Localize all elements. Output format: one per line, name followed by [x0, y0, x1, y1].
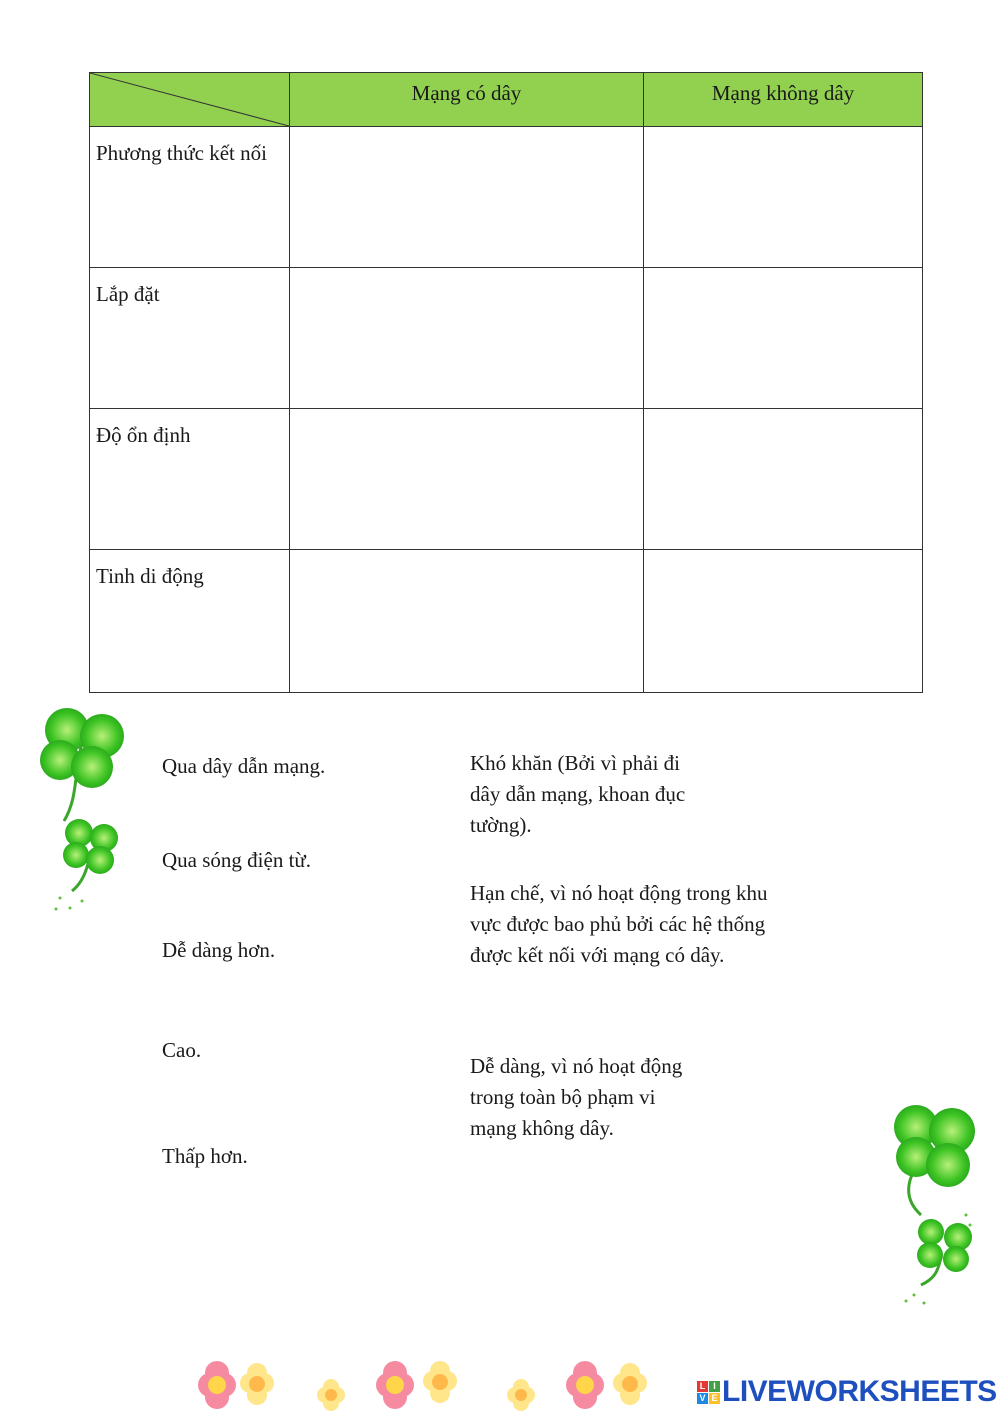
badge-letter: V: [697, 1393, 708, 1404]
row-label-mobility: Tinh di động: [90, 550, 290, 693]
drop-cell-wired-installation[interactable]: [290, 268, 644, 409]
drop-cell-wireless-installation[interactable]: [644, 268, 923, 409]
row-label-connection-method: Phương thức kết nối: [90, 127, 290, 268]
logo-text: LIVEWORKSHEETS: [722, 1375, 997, 1408]
badge-letter: I: [709, 1381, 720, 1392]
header-wireless-network: Mạng không dây: [644, 73, 923, 127]
answer-line: trong toàn bộ phạm vi: [470, 1085, 656, 1109]
answer-chip-limited-mobility[interactable]: [470, 878, 767, 971]
answer-chip-high[interactable]: Cao.: [162, 1038, 202, 1062]
table-row: [90, 268, 923, 409]
answer-chip-difficult-install[interactable]: [470, 748, 685, 841]
flower-icon: [566, 1361, 647, 1409]
comparison-table: [89, 72, 923, 693]
clover-icon: [886, 1097, 981, 1309]
liveworksheets-logo: [697, 1372, 997, 1412]
answer-chip-lower[interactable]: Thấp hơn.: [162, 1144, 248, 1168]
table-corner-cell: [90, 73, 290, 127]
flower-icon: [507, 1379, 535, 1411]
answer-line: được kết nối với mạng có dây.: [470, 943, 725, 967]
flower-icon: [198, 1361, 274, 1409]
answer-line: Khó khăn (Bởi vì phải đi: [470, 751, 680, 775]
answer-line: Hạn chế, vì nó hoạt động trong khu: [470, 881, 768, 905]
flower-icon: [317, 1379, 345, 1411]
drop-cell-wired-mobility[interactable]: [290, 550, 644, 693]
header-wired-network: Mạng có dây: [290, 73, 644, 127]
answer-line: vực được bao phủ bởi các hệ thống: [470, 912, 766, 936]
answer-chip-electromagnetic[interactable]: Qua sóng điện từ.: [162, 848, 312, 872]
answer-chip-wired-cable[interactable]: Qua dây dẫn mạng.: [162, 754, 326, 778]
table-row: [90, 127, 923, 268]
drop-cell-wired-connection[interactable]: [290, 127, 644, 268]
clover-icon: [34, 703, 126, 918]
drop-cell-wired-stability[interactable]: [290, 409, 644, 550]
logo-badge-icon: [697, 1381, 720, 1404]
drop-cell-wireless-mobility[interactable]: [644, 550, 923, 693]
table-header-row: [90, 73, 923, 127]
table-row: [90, 409, 923, 550]
answer-chip-easier[interactable]: Dễ dàng hơn.: [162, 938, 276, 962]
drop-cell-wireless-connection[interactable]: [644, 127, 923, 268]
answer-line: tường).: [470, 813, 532, 837]
answer-line: Dễ dàng, vì nó hoạt động: [470, 1054, 683, 1078]
answer-chip-easy-mobility[interactable]: [470, 1051, 682, 1144]
diagonal-line: [90, 73, 289, 126]
row-label-stability: Độ ổn định: [90, 409, 290, 550]
badge-letter: L: [697, 1381, 708, 1392]
answer-line: mạng không dây.: [470, 1116, 614, 1140]
row-label-installation: Lắp đặt: [90, 268, 290, 409]
badge-letter: E: [709, 1393, 720, 1404]
flower-icon: [376, 1361, 457, 1409]
answer-line: dây dẫn mạng, khoan đục: [470, 782, 686, 806]
flower-border: [180, 1355, 690, 1413]
drop-cell-wireless-stability[interactable]: [644, 409, 923, 550]
table-row: [90, 550, 923, 693]
